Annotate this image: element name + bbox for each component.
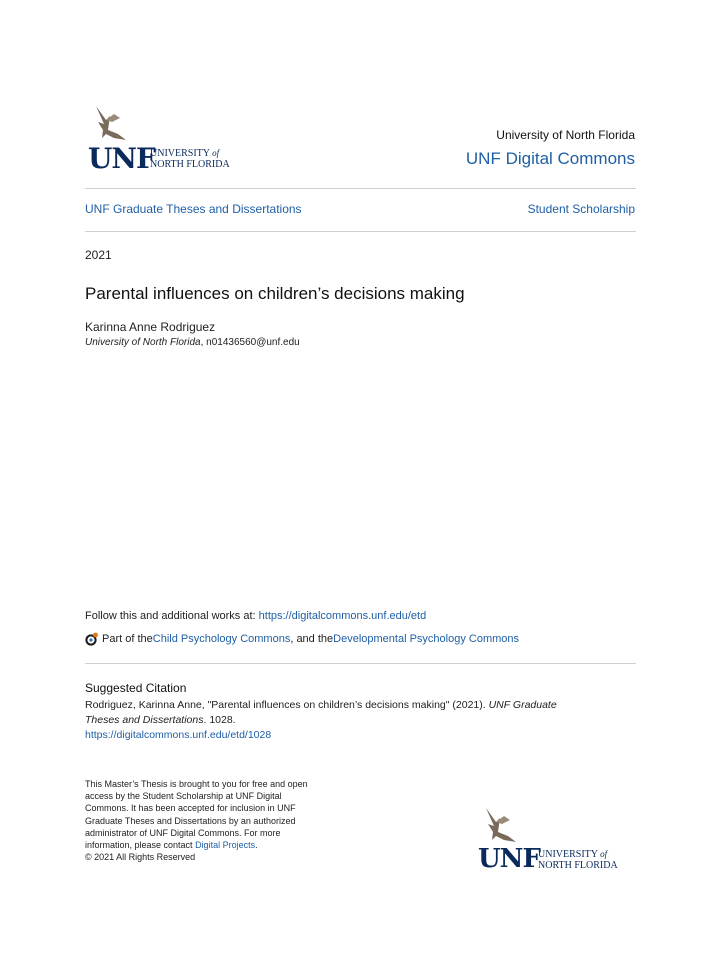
commons-line xyxy=(85,632,519,646)
affiliation-email: , n01436560@unf.edu xyxy=(200,337,300,348)
notice-contact-suffix: . xyxy=(255,840,258,851)
divider xyxy=(85,231,636,232)
citation-text xyxy=(85,698,625,743)
follow-link[interactable]: https://digitalcommons.unf.edu/etd xyxy=(258,610,427,622)
document-title: Parental influences on children’s decisions making xyxy=(85,284,465,303)
collection-link[interactable]: UNF Graduate Theses and Dissertations xyxy=(85,202,302,216)
institution-name: University of North Florida xyxy=(496,128,635,142)
author-name: Karinna Anne Rodriguez xyxy=(85,320,216,334)
citation-journal-line1: UNF Graduate xyxy=(488,699,557,711)
commons-prefix: Part of the xyxy=(102,633,153,645)
logo-university-text xyxy=(538,849,618,871)
osprey-icon xyxy=(480,806,520,846)
citation-url-link[interactable]: https://digitalcommons.unf.edu/etd/1028 xyxy=(85,729,272,741)
logo-university-line2: NORTH FLORIDA xyxy=(538,860,618,871)
citation-journal-line2: Theses and Dissertations xyxy=(85,714,204,726)
citation-number: . 1028. xyxy=(203,714,236,726)
logo-of: of xyxy=(212,148,220,158)
child-psychology-commons-link[interactable]: Child Psychology Commons xyxy=(152,633,291,645)
publication-year: 2021 xyxy=(85,248,112,262)
citation-plain: Rodriguez, Karinna Anne, "Parental influences on children’s decisions making" (2021). xyxy=(85,699,489,711)
commons-middle: , and the xyxy=(290,633,334,645)
notice-line: Commons. It has been accepted for inclusion in UNF xyxy=(85,803,296,814)
logo-university-text xyxy=(150,148,230,170)
developmental-psychology-commons-link[interactable]: Developmental Psychology Commons xyxy=(333,633,520,645)
notice-line: This Master’s Thesis is brought to you for free and open xyxy=(85,779,308,789)
osprey-icon xyxy=(90,104,130,144)
citation-heading: Suggested Citation xyxy=(85,681,187,695)
author-affiliation xyxy=(85,337,300,348)
notice-text xyxy=(85,778,385,863)
logo-university-line1: UNIVERSITY xyxy=(538,849,598,860)
unf-logo xyxy=(88,104,258,184)
divider xyxy=(85,663,636,664)
digital-projects-link[interactable]: Digital Projects xyxy=(195,840,256,851)
notice-line xyxy=(85,839,385,851)
logo-university-line1: UNIVERSITY xyxy=(150,148,210,159)
logo-unf-text: UNF xyxy=(88,142,155,175)
notice-line: access by the Student Scholarship at UNF Digital xyxy=(85,791,282,802)
follow-text: Follow this and additional works at: xyxy=(85,610,259,622)
divider xyxy=(85,188,636,189)
logo-unf-text: UNF xyxy=(478,844,540,874)
unf-logo xyxy=(478,806,648,886)
affiliation-name: University of North Florida xyxy=(85,337,201,348)
repository-link[interactable]: UNF Digital Commons xyxy=(465,149,635,168)
notice-contact-prefix: information, please contact xyxy=(85,840,196,851)
copyright-line: © 2021 All Rights Reserved xyxy=(85,852,196,863)
category-link[interactable]: Student Scholarship xyxy=(527,202,635,216)
network-icon xyxy=(85,632,99,646)
follow-line xyxy=(85,610,426,622)
logo-of: of xyxy=(600,849,608,859)
notice-line: administrator of UNF Digital Commons. For more xyxy=(85,827,281,838)
logo-university-line2: NORTH FLORIDA xyxy=(150,159,230,170)
notice-line: Graduate Theses and Dissertations by an authorized xyxy=(85,815,296,826)
